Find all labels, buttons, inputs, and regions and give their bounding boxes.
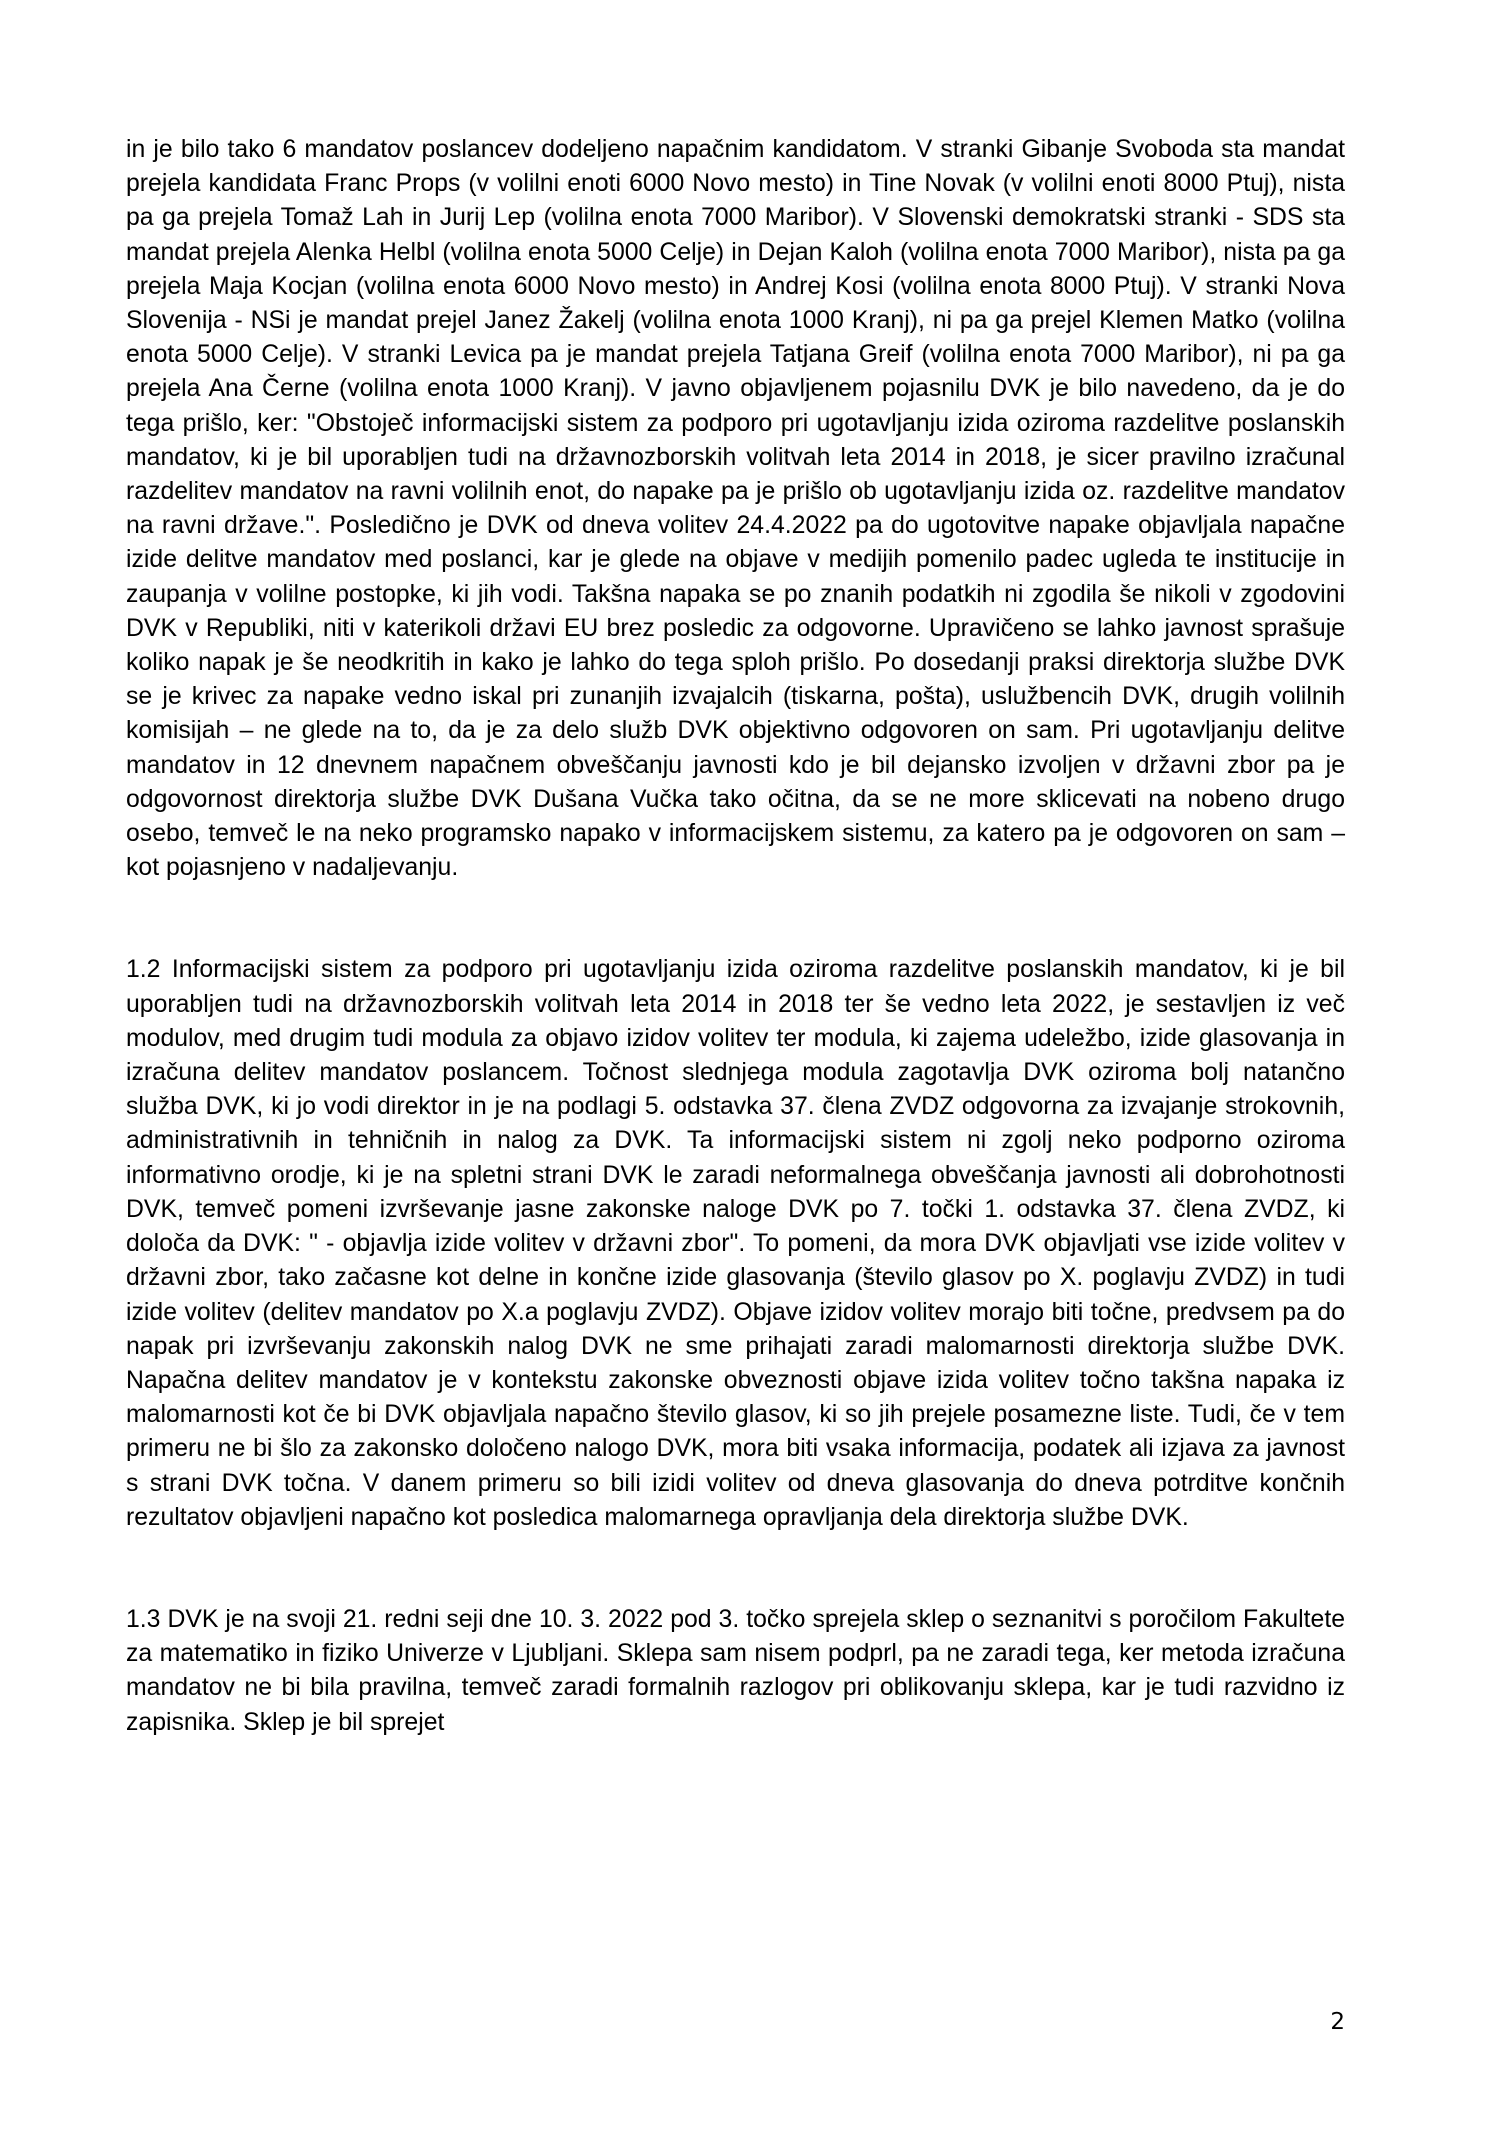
document-body [126, 133, 1345, 1740]
paragraph-section-1-2: 1.2 Informacijski sistem za podporo pri ugotavljanju izida oziroma razdelitve poslanskih mandatov, ki je bil uporabljen tudi na državnozborskih volitvah leta 2014 in 2018 ter še vedno leta 2022, je sestavljen iz več modulov, med drugim tudi modula za objavo izidov volitev ter modula, ki zajema udeležbo, izide glasovanja in izračuna delitev mandatov poslancem. Točnost slednjega modula zagotavlja DVK oziroma bolj natančno služba DVK, ki jo vodi direktor in je na podlagi 5. odstavka 37. člena ZVDZ odgovorna za izvajanje strokovnih, administrativnih in tehničnih in nalog za DVK. Ta informacijski sistem ni zgolj neko podporno oziroma informativno orodje, ki je na spletni strani DVK le zaradi neformalnega obveščanja javnosti ali dobrohotnosti DVK, temveč pomeni izvrševanje jasne zakonske naloge DVK po 7. točki 1. odstavka 37. člena ZVDZ, ki določa da DVK: " - objavlja izide volitev v državni zbor". To pomeni, da mora DVK objavljati vse izide volitev v državni zbor, tako začasne kot delne in končne izide glasovanja (število glasov po X. poglavju ZVDZ) in tudi izide volitev (delitev mandatov po X.a poglavju ZVDZ). Objave izidov volitev morajo biti točne, predvsem pa do napak pri izvrševanju zakonskih nalog DVK ne sme prihajati zaradi malomarnosti direktorja službe DVK. Napačna delitev mandatov je v kontekstu zakonske obveznosti objave izida volitev točno takšna napaka iz malomarnosti kot če bi DVK objavljala napačno število glasov, ki so jih prejele posamezne liste. Tudi, če v tem primeru ne bi šlo za zakonsko določeno nalogo DVK, mora biti vsaka informacija, podatek ali izjava za javnost s strani DVK točna. V danem primeru so bili izidi volitev od dneva glasovanja do dneva potrditve končnih rezultatov objavljeni napačno kot posledica malomarnega opravljanja dela direktorja službe DVK. [126, 956, 1345, 1531]
paragraph-section-1-3: 1.3 DVK je na svoji 21. redni seji dne 10. 3. 2022 pod 3. točko sprejela sklep o seznanitvi s poročilom Fakultete za matematiko in fiziko Univerze v Ljubljani. Sklepa sam nisem podprl, pa ne zaradi tega, ker metoda izračuna mandatov ne bi bila pravilna, temveč zaradi formalnih razlogov pri oblikovanju sklepa, kar je tudi razvidno iz zapisnika. Sklep je bil sprejet [126, 1605, 1345, 1736]
page-number: 2 [1330, 2009, 1345, 2035]
paragraph-continuation: in je bilo tako 6 mandatov poslancev dodeljeno napačnim kandidatom. V stranki Gibanje Svoboda sta mandat prejela kandidata Franc Props (v volilni enoti 6000 Novo mesto) in Tine Novak (v volilni enoti 8000 Ptuj), nista pa ga prejela Tomaž Lah in Jurij Lep (volilna enota 7000 Maribor). V Slovenski demokratski stranki - SDS sta mandat prejela Alenka Helbl (volilna enota 5000 Celje) in Dejan Kaloh (volilna enota 7000 Maribor), nista pa ga prejela Maja Kocjan (volilna enota 6000 Novo mesto) in Andrej Kosi (volilna enota 8000 Ptuj). V stranki Nova Slovenija - NSi je mandat prejel Janez Žakelj (volilna enota 1000 Kranj), ni pa ga prejel Klemen Matko (volilna enota 5000 Celje). V stranki Levica pa je mandat prejela Tatjana Greif (volilna enota 7000 Maribor), ni pa ga prejela Ana Černe (volilna enota 1000 Kranj). V javno objavljenem pojasnilu DVK je bilo navedeno, da je do tega prišlo, ker: "Obstoječ informacijski sistem za podporo pri ugotavljanju izida oziroma razdelitve poslanskih mandatov, ki je bil uporabljen tudi na državnozborskih volitvah leta 2014 in 2018, je sicer pravilno izračunal razdelitev mandatov na ravni volilnih enot, do napake pa je prišlo ob ugotavljanju izida oz. razdelitve mandatov na ravni države.". Posledično je DVK od dneva volitev 24.4.2022 pa do ugotovitve napake objavljala napačne izide delitve mandatov med poslanci, kar je glede na objave v medijih pomenilo padec ugleda te institucije in zaupanja v volilne postopke, ki jih vodi. Takšna napaka se po znanih podatkih ni zgodila še nikoli v zgodovini DVK v Republiki, niti v katerikoli državi EU brez posledic za odgovorne. Upravičeno se lahko javnost sprašuje koliko napak je še neodkritih in kako je lahko do tega sploh prišlo. Po dosedanji praksi direktorja službe DVK se je krivec za napake vedno iskal pri zunanjih izvajalcih (tiskarna, pošta), uslužbencih DVK, drugih volilnih komisijah – ne glede na to, da je za delo služb DVK objektivno odgovoren on sam. Pri ugotavljanju delitve mandatov in 12 dnevnem napačnem obveščanju javnosti kdo je bil dejansko izvoljen v državni zbor pa je odgovornost direktorja službe DVK Dušana Vučka tako očitna, da se ne more sklicevati na nobeno drugo osebo, temveč le na neko programsko napako v informacijskem sistemu, za katero pa je odgovoren on sam – kot pojasnjeno v nadaljevanju. [126, 136, 1345, 882]
